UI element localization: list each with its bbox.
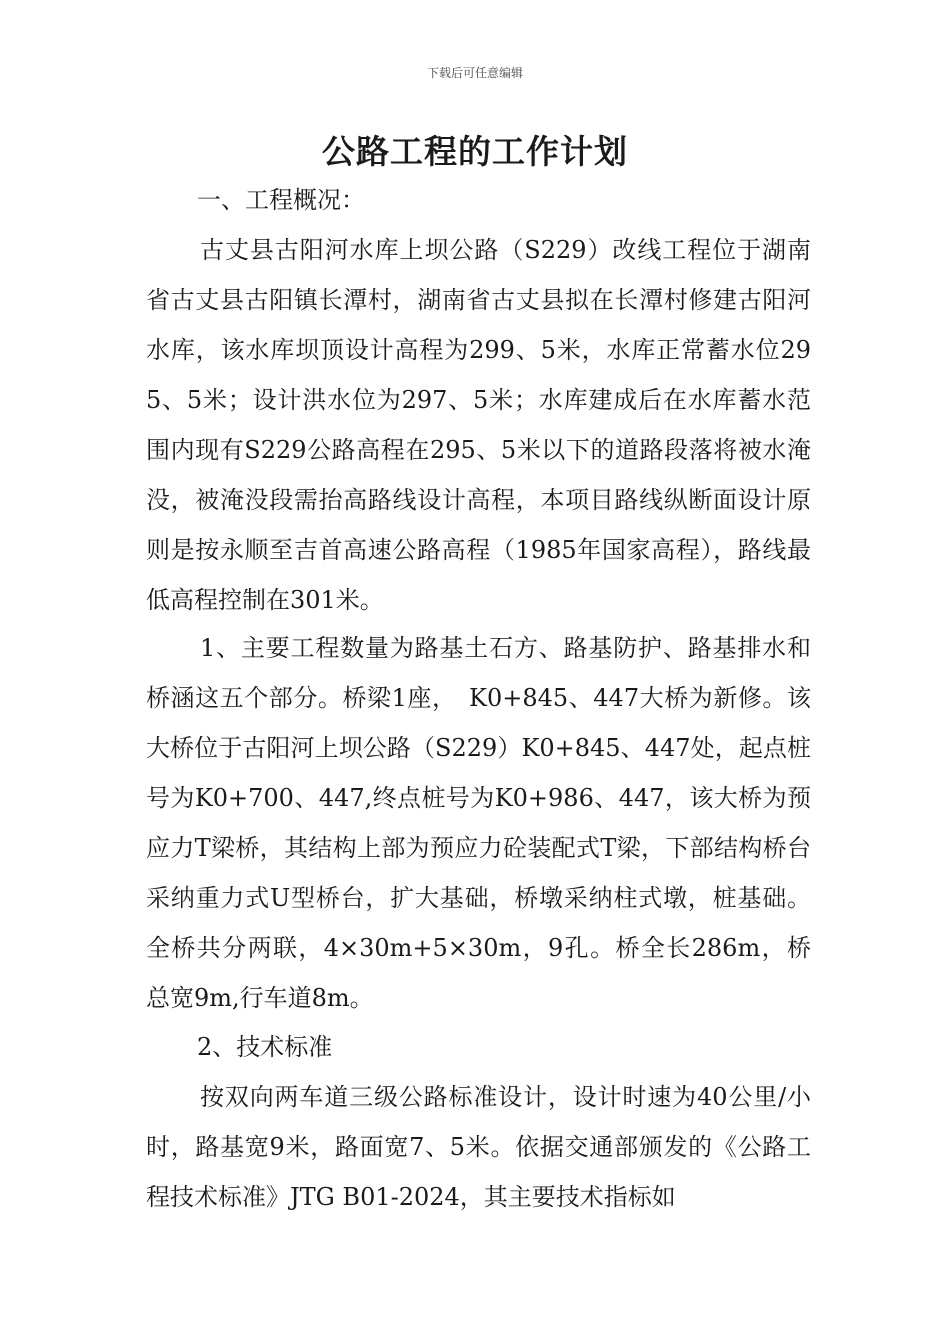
quantities-paragraph: 1、主要工程数量为路基土石方、路基防护、路基排水和桥涵这五个部分。桥梁1座， K0+845、447大桥为新修。该大桥位于古阳河上坝公路（S229）K0+845、447处，起点桩号为K0+700、447,终点桩号为K0+986、447，该大桥为预应力T梁桥，其结构上部为预应力砼装配式T梁，下部结构桥台采纳重力式U型桥台，扩大基础，桥墩采纳柱式墩，桩基础。全桥共分两联，4×30m+5×30m，9孔。桥全长286m，桥总宽9m,行车道8m。 xyxy=(146,634,811,1012)
overview-section xyxy=(146,225,811,625)
page-title: 公路工程的工作计划 xyxy=(322,132,628,171)
quantities-section xyxy=(146,623,811,1023)
section-heading-technical-standard: 2、技术标准 xyxy=(197,1033,333,1061)
technical-standard-paragraph: 按双向两车道三级公路标准设计，设计时速为40公里/小时，路基宽9米，路面宽7、5米。依据交通部颁发的《公路工程技术标准》JTG B01-2024，其主要技术指标如 xyxy=(146,1083,811,1211)
header-note: 下载后可任意编辑 xyxy=(426,66,523,80)
overview-paragraph: 古丈县古阳河水库上坝公路（S229）改线工程位于湖南省古丈县古阳镇长潭村，湖南省古丈县拟在长潭村修建古阳河水库，该水库坝顶设计高程为299、5米，水库正常蓄水位295、5米；设计洪水位为297、5米；水库建成后在水库蓄水范围内现有S229公路高程在295、5米以下的道路段落将被水淹没，被淹没段需抬高路线设计高程，本项目路线纵断面设计原则是按永顺至吉首高速公路高程（1985年国家高程），路线最低高程控制在301米。 xyxy=(146,236,811,614)
section-heading-overview: 一、工程概况： xyxy=(197,186,365,214)
technical-standard-section xyxy=(146,1072,811,1222)
